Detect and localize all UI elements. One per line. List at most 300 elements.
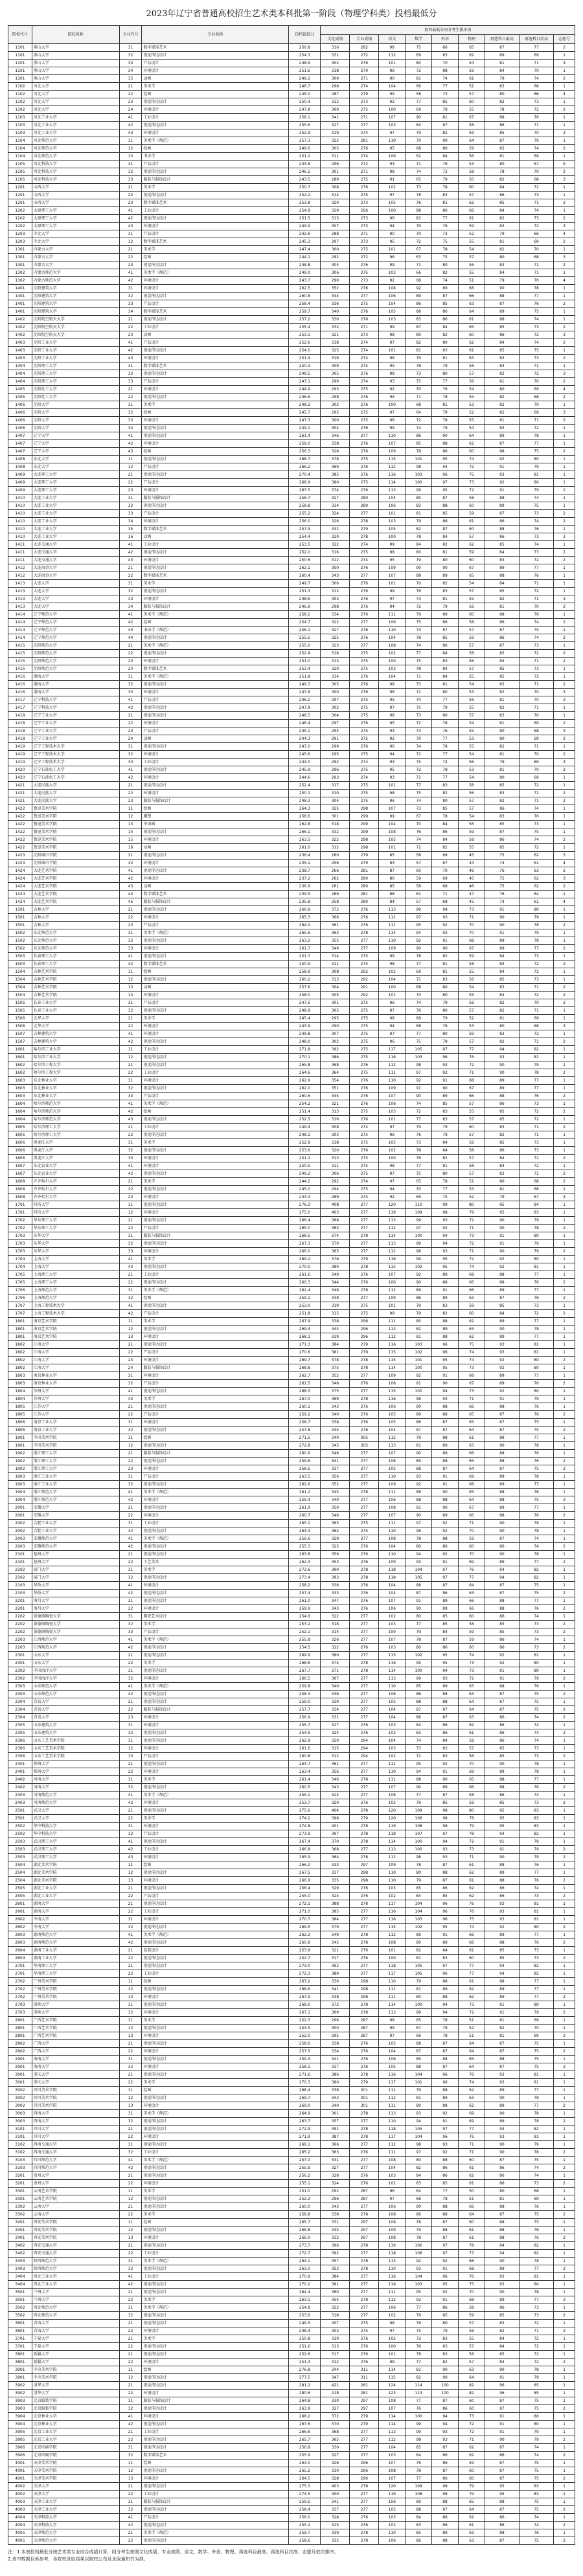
table-cell: 1 — [554, 1745, 575, 1753]
table-cell: 87 — [485, 2157, 519, 2164]
table-cell: 75 — [519, 2211, 553, 2219]
table-cell: 327 — [321, 2405, 350, 2413]
table-cell: 45 — [119, 898, 142, 906]
table-cell: 84 — [485, 1155, 519, 1162]
table-cell: 1901 — [8, 1442, 32, 1450]
table-cell: 70 — [519, 168, 553, 176]
table-cell: 385 — [321, 471, 350, 479]
table-cell: 72 — [458, 1061, 485, 1069]
table-cell: 51 — [458, 2017, 485, 2025]
table-cell: 服装与服饰设计 — [142, 1706, 289, 1714]
table-row — [8, 1823, 575, 1830]
table-cell: 83 — [519, 1807, 553, 1815]
table-cell: 1405 — [8, 386, 32, 394]
table-cell: 254.0 — [289, 347, 321, 355]
table-cell: 79 — [432, 999, 459, 1007]
table-cell: 77 — [458, 1962, 485, 1970]
table-cell: 263.5 — [289, 1473, 321, 1481]
table-cell: 84 — [485, 362, 519, 370]
table-cell: 71 — [458, 2149, 485, 2157]
table-cell: 71 — [519, 417, 553, 425]
table-cell: 293 — [321, 774, 350, 782]
table-cell: 299 — [321, 378, 350, 386]
table-row — [8, 401, 575, 409]
table-cell: 70 — [519, 766, 553, 774]
table-cell: 336 — [321, 1582, 350, 1590]
table-cell: 71 — [519, 1131, 553, 1139]
table-cell: 43 — [119, 448, 142, 456]
table-cell: 74 — [406, 425, 432, 432]
table-cell: 22 — [119, 1660, 142, 1667]
table-cell: 83 — [432, 2351, 459, 2359]
table-cell: 81 — [485, 2032, 519, 2040]
table-cell: 113 — [379, 2258, 406, 2265]
table-cell: 101 — [379, 347, 406, 355]
table-cell: 56 — [458, 759, 485, 766]
table-cell: 112 — [379, 1434, 406, 1442]
table-cell: 浙江工业大学 — [32, 1481, 119, 1489]
table-cell: 92 — [485, 1364, 519, 1372]
table-cell: 57 — [458, 665, 485, 673]
table-cell: 82 — [432, 129, 459, 137]
table-cell: 393 — [321, 1574, 350, 1582]
table-cell: 108 — [379, 2397, 406, 2405]
table-cell: 87 — [432, 2506, 459, 2514]
table-cell: 2 — [554, 487, 575, 494]
table-cell: 视觉传达设计 — [142, 293, 289, 300]
table-cell: 73 — [519, 1621, 553, 1628]
table-row — [8, 409, 575, 417]
table-cell: 103 — [379, 316, 406, 324]
table-cell: 276 — [350, 425, 379, 432]
table-cell: 上海理工大学 — [32, 1279, 119, 1287]
table-cell: 380 — [321, 2079, 350, 2087]
table-cell: 75 — [519, 2498, 553, 2506]
table-cell: 95 — [432, 487, 459, 494]
table-cell: 62 — [458, 2444, 485, 2452]
table-cell: 31 — [119, 1287, 142, 1294]
table-cell: 78 — [519, 1768, 553, 1776]
table-cell: 75 — [519, 308, 553, 316]
table-cell: 41 — [119, 1030, 142, 1038]
table-row — [8, 2514, 575, 2522]
table-cell: 105 — [379, 836, 406, 844]
table-cell: 61 — [458, 1729, 485, 1737]
table-cell: 22 — [119, 1706, 142, 1714]
table-cell: 274 — [350, 1124, 379, 1131]
table-cell: 3 — [554, 60, 575, 67]
table-cell: 76 — [406, 1007, 432, 1015]
table-cell: 83 — [485, 83, 519, 91]
table-cell: 4005 — [8, 2537, 32, 2545]
table-cell: 3903 — [8, 2397, 32, 2405]
table-cell: 85 — [485, 1621, 519, 1628]
table-cell: 104 — [379, 1590, 406, 1597]
table-cell: 80 — [432, 1007, 459, 1015]
table-cell: 62 — [458, 1722, 485, 1729]
table-cell: 73 — [519, 1745, 553, 1753]
table-cell: 381 — [321, 2281, 350, 2289]
table-cell: 13 — [119, 2234, 142, 2242]
table-cell: 2403 — [8, 1792, 32, 1799]
table-cell: 89 — [485, 2102, 519, 2110]
table-cell: 298 — [350, 836, 379, 844]
table-cell: 91 — [485, 2009, 519, 2017]
table-cell: 1 — [554, 2304, 575, 2312]
table-cell: 2 — [554, 2452, 575, 2459]
table-cell: 87 — [485, 2048, 519, 2056]
table-cell: 307 — [321, 2320, 350, 2327]
table-cell: 武汉大学 — [32, 1807, 119, 1815]
table-cell: 2 — [554, 1038, 575, 1046]
table-cell: 美术学 — [142, 246, 289, 254]
table-cell: 89 — [485, 564, 519, 572]
table-cell: 2 — [554, 2296, 575, 2304]
table-cell: 2202 — [8, 1613, 32, 1621]
table-cell: 95 — [432, 456, 459, 463]
table-cell: 87 — [485, 1465, 519, 1473]
table-cell: 295 — [321, 751, 350, 759]
table-cell: 大连艺术学院 — [32, 891, 119, 898]
table-cell: 116 — [379, 2273, 406, 2281]
table-cell: 82 — [485, 370, 519, 378]
table-cell: 75 — [432, 238, 459, 246]
table-cell: 109 — [379, 1559, 406, 1566]
table-cell: 80 — [458, 1807, 485, 1815]
table-cell: 248.0 — [289, 1038, 321, 1046]
table-cell: 山东工艺美术学院 — [32, 1737, 119, 1745]
table-cell: 84 — [485, 2335, 519, 2343]
table-cell: 251.8 — [289, 1310, 321, 1318]
table-cell: 267.1 — [289, 2009, 321, 2017]
table-cell: 77 — [519, 2087, 553, 2094]
table-cell: 306 — [321, 269, 350, 277]
table-cell: 32 — [119, 1007, 142, 1015]
table-cell: 244.3 — [289, 735, 321, 743]
table-cell: 93 — [432, 2141, 459, 2149]
table-row — [8, 2180, 575, 2188]
table-cell: 81 — [485, 2195, 519, 2203]
table-cell: 80 — [485, 254, 519, 261]
table-cell: 1 — [554, 2273, 575, 2281]
table-cell: 92 — [485, 1357, 519, 1364]
table-cell: 31 — [119, 1473, 142, 1481]
table-cell: 沈阳化工大学 — [32, 386, 119, 394]
table-cell: 113 — [379, 1442, 406, 1450]
table-cell: 1101 — [8, 44, 32, 52]
table-row — [8, 1535, 575, 1543]
table-cell: 22 — [119, 1893, 142, 1900]
table-cell: 99 — [379, 2025, 406, 2032]
table-cell: 364 — [321, 1854, 350, 1861]
table-cell: 276 — [350, 1403, 379, 1411]
table-cell: 湖南大学 — [32, 1900, 119, 1908]
table-cell: 275 — [350, 658, 379, 665]
table-cell: 61 — [458, 2234, 485, 2242]
table-cell: 79 — [406, 129, 432, 137]
table-cell: 288 — [321, 230, 350, 238]
table-cell: 86 — [432, 44, 459, 52]
table-cell: 69 — [406, 106, 432, 114]
table-cell: 82 — [432, 1310, 459, 1318]
table-row — [8, 1217, 575, 1225]
table-cell: 274 — [350, 347, 379, 355]
table-cell: 1409 — [8, 479, 32, 487]
table-cell: 77 — [432, 1186, 459, 1194]
table-cell: 12 — [119, 2025, 142, 2032]
table-cell: 3 — [554, 727, 575, 735]
table-cell: 环境设计 — [142, 285, 289, 293]
table-cell: 33 — [119, 1155, 142, 1162]
table-cell: 104 — [379, 1737, 406, 1745]
table-cell: 51 — [458, 2032, 485, 2040]
table-cell: 大连工业大学 — [32, 518, 119, 526]
table-cell: 1502 — [8, 937, 32, 945]
table-cell: 2 — [554, 2475, 575, 2483]
table-cell: 1 — [554, 192, 575, 199]
table-cell: 31 — [119, 1722, 142, 1729]
table-cell: 92 — [432, 1551, 459, 1559]
table-cell: 1705 — [8, 1279, 32, 1287]
table-row — [8, 1434, 575, 1442]
table-cell: 254.3 — [289, 52, 321, 60]
table-cell: 73 — [458, 1660, 485, 1667]
table-cell: 57 — [458, 588, 485, 595]
table-cell: 86 — [485, 1893, 519, 1900]
table-cell: 276 — [350, 1799, 379, 1807]
table-cell: 22 — [119, 2327, 142, 2335]
table-cell: 78 — [406, 1535, 432, 1543]
table-cell: 77 — [406, 2359, 432, 2366]
table-cell: 80 — [406, 60, 432, 67]
table-cell: 21 — [119, 2172, 142, 2180]
table-cell: 43 — [119, 627, 142, 634]
table-cell: 哈尔滨师范大学 — [32, 1108, 119, 1116]
table-cell: 78 — [519, 1326, 553, 1333]
table-cell: 348 — [321, 1380, 350, 1388]
table-cell: 106 — [379, 619, 406, 627]
table-row — [8, 1885, 575, 1893]
table-cell: 269.4 — [289, 1326, 321, 1333]
table-cell: 80 — [519, 1667, 553, 1675]
table-cell: 99 — [379, 2359, 406, 2366]
table-cell: 86 — [432, 448, 459, 456]
table-cell: 93 — [406, 2110, 432, 2118]
table-row — [8, 642, 575, 650]
table-cell: 277 — [350, 1458, 379, 1465]
table-cell: 87 — [485, 1411, 519, 1419]
table-cell: 106 — [379, 2203, 406, 2211]
table-cell: 3 — [554, 254, 575, 261]
table-row — [8, 1504, 575, 1512]
table-cell: 33 — [119, 945, 142, 953]
table-cell: 青岛大学 — [32, 1706, 119, 1714]
table-cell: 72 — [519, 425, 553, 432]
table-cell: 258.1 — [289, 114, 321, 122]
table-cell: 275 — [350, 456, 379, 463]
table-cell: 82 — [485, 689, 519, 696]
table-cell: 118 — [379, 1566, 406, 1574]
table-cell: 75 — [519, 1427, 553, 1434]
table-cell: 69 — [406, 52, 432, 60]
table-cell: 视觉传达设计 — [142, 2071, 289, 2079]
table-cell: 262.4 — [289, 1287, 321, 1294]
table-row — [8, 2009, 575, 2017]
table-cell: 1 — [554, 2172, 575, 2180]
table-cell: 33 — [119, 417, 142, 425]
table-cell: 武汉理工大学 — [32, 1854, 119, 1861]
table-cell: 山东建筑大学 — [32, 1729, 119, 1737]
table-cell: 41 — [119, 1535, 142, 1543]
table-cell: 278 — [350, 2529, 379, 2537]
table-cell: 1101 — [8, 52, 32, 60]
table-cell: 72 — [458, 1256, 485, 1263]
table-cell: 华南理工大学 — [32, 1962, 119, 1970]
table-cell: 89 — [432, 611, 459, 619]
table-cell: 73 — [432, 91, 459, 98]
table-cell: 东北林业大学 — [32, 1085, 119, 1093]
table-cell: 2 — [554, 883, 575, 891]
table-cell: 32 — [119, 1924, 142, 1931]
table-cell: 72 — [458, 1217, 485, 1225]
table-cell: 110 — [379, 1978, 406, 1986]
table-cell: 85 — [485, 129, 519, 137]
table-cell: 77 — [519, 1559, 553, 1566]
table-row — [8, 207, 575, 215]
table-cell: 108 — [379, 1535, 406, 1543]
table-cell: 89 — [432, 572, 459, 580]
table-cell: 82 — [519, 1970, 553, 1978]
table-cell: 2 — [554, 324, 575, 331]
table-cell: 386 — [321, 2071, 350, 2079]
table-cell: 97 — [406, 1225, 432, 1232]
table-cell: 80 — [432, 1170, 459, 1178]
table-cell: 86 — [485, 1737, 519, 1745]
table-cell: 1416 — [8, 681, 32, 689]
table-cell: 99 — [406, 2428, 432, 2436]
table-cell: 59 — [458, 510, 485, 518]
table-row — [8, 2405, 575, 2413]
table-cell: 276 — [350, 448, 379, 456]
table-cell: 数字媒体艺术 — [142, 526, 289, 533]
table-cell: 美术学 — [142, 1178, 289, 1186]
table-cell: 71 — [458, 1520, 485, 1527]
table-cell: 76 — [458, 2133, 485, 2141]
table-cell: 长春理工大学 — [32, 953, 119, 960]
table-cell: 74 — [519, 1543, 553, 1551]
table-cell: 44 — [119, 634, 142, 642]
table-cell: 115 — [379, 1652, 406, 1660]
table-cell: 环境设计 — [142, 557, 289, 564]
table-cell: 北京工业大学 — [32, 2436, 119, 2444]
table-cell: 视觉传达设计 — [142, 976, 289, 984]
table-cell: 环境设计 — [142, 2475, 289, 2483]
table-cell: 277 — [350, 1652, 379, 1660]
table-cell: 2101 — [8, 1551, 32, 1559]
table-cell: 81 — [485, 766, 519, 774]
table-cell: 80 — [458, 1201, 485, 1209]
table-cell: 1424 — [8, 875, 32, 883]
table-cell: 62 — [458, 2087, 485, 2094]
table-cell: 76 — [519, 1458, 553, 1465]
table-cell: 278 — [350, 2071, 379, 2079]
table-cell: 343 — [321, 1784, 350, 1792]
table-cell: 70 — [519, 378, 553, 386]
table-cell: 西北师范大学 — [32, 2312, 119, 2320]
table-cell: 12 — [119, 463, 142, 471]
table-cell: 南京林业大学 — [32, 1372, 119, 1380]
table-cell: 56 — [458, 153, 485, 161]
table-cell: 70 — [406, 230, 432, 238]
table-cell: 267.2 — [289, 1978, 321, 1986]
table-cell: 动画 — [142, 533, 289, 541]
table-cell: 91 — [432, 1768, 459, 1776]
table-cell: 21 — [119, 386, 142, 394]
table-cell: 90 — [432, 432, 459, 440]
table-cell: 64 — [406, 2188, 432, 2195]
table-cell: 南京林业大学 — [32, 1380, 119, 1388]
table-cell: 江南大学 — [32, 1364, 119, 1372]
table-cell: 大连艺术学院 — [32, 883, 119, 891]
table-cell: 82 — [458, 2382, 485, 2390]
table-cell: 253.6 — [289, 2312, 321, 2320]
table-cell: 276 — [350, 1559, 379, 1566]
table-cell: 88 — [406, 207, 432, 215]
table-cell: 317 — [321, 2351, 350, 2359]
table-cell: 1 — [554, 1962, 575, 1970]
table-cell: 276 — [350, 1085, 379, 1093]
table-cell: 81 — [406, 75, 432, 83]
table-row — [8, 727, 575, 735]
table-cell: 动画 — [142, 984, 289, 992]
table-cell: 79 — [519, 2141, 553, 2149]
table-cell: 79 — [406, 1302, 432, 1310]
table-cell: 307 — [321, 1030, 350, 1038]
table-cell: 环境设计 — [142, 1357, 289, 1364]
table-cell: 82 — [485, 2025, 519, 2032]
table-cell: 12 — [119, 1869, 142, 1877]
table-cell: 22 — [119, 394, 142, 401]
table-cell: 76 — [519, 1683, 553, 1691]
table-cell: 沈阳建筑大学 — [32, 308, 119, 316]
table-cell: 89 — [406, 1411, 432, 1419]
table-cell: 105 — [406, 1962, 432, 1970]
table-cell: 95 — [485, 1209, 519, 1217]
table-cell: 64 — [458, 2063, 485, 2071]
table-row — [8, 1481, 575, 1489]
table-cell: 21 — [119, 1652, 142, 1660]
table-cell: 111 — [379, 2087, 406, 2094]
table-cell: 绘画 — [142, 968, 289, 976]
table-cell: 73 — [519, 1753, 553, 1760]
table-cell: 环境设计 — [142, 1030, 289, 1038]
table-cell: 21 — [119, 1341, 142, 1349]
table-cell: 292 — [321, 1178, 350, 1186]
table-cell: 91 — [485, 463, 519, 471]
table-cell: 32 — [119, 1427, 142, 1434]
table-cell: 76 — [519, 2203, 553, 2211]
table-cell: 73 — [519, 355, 553, 362]
table-cell: 372 — [321, 2413, 350, 2421]
table-cell: 2 — [554, 1784, 575, 1792]
table-cell: 352 — [321, 285, 350, 293]
table-cell: 317 — [321, 782, 350, 790]
table-cell: 56 — [458, 821, 485, 828]
table-cell: 华东理工大学 — [32, 1225, 119, 1232]
table-cell: 276 — [350, 689, 379, 696]
table-cell: 哈尔滨工程大学 — [32, 1061, 119, 1069]
table-cell: 97 — [379, 1124, 406, 1131]
